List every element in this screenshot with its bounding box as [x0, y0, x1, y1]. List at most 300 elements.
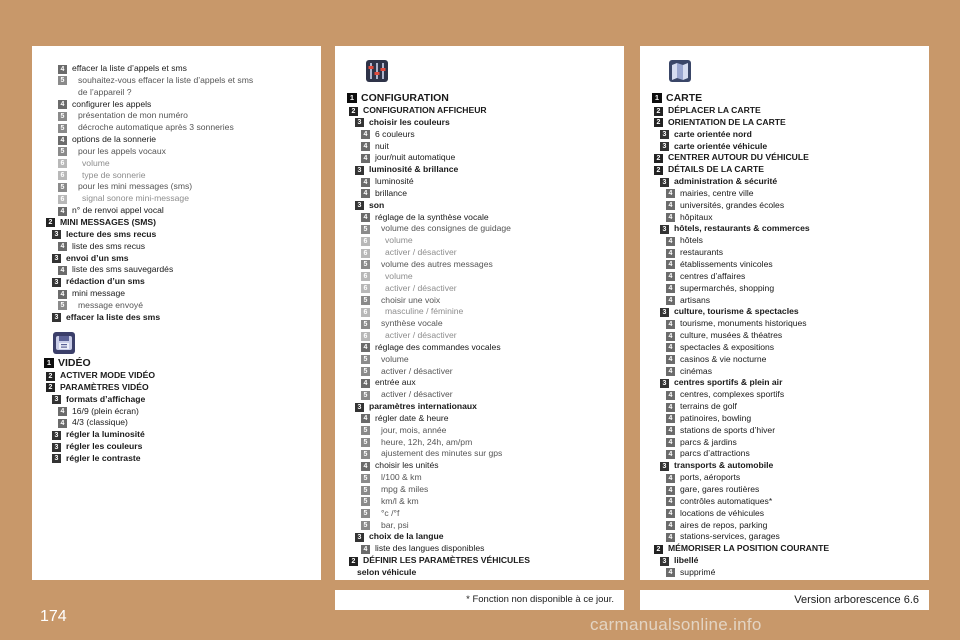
level-5-badge: 5 [361, 391, 370, 400]
menu-item-level-5 [335, 437, 624, 449]
menu-item-level-2 [640, 164, 929, 176]
menu-item-level-3 [640, 141, 929, 153]
level-5-badge: 5 [58, 76, 67, 85]
menu-item-level-5 [335, 354, 624, 366]
menu-item-label: régler la luminosité [66, 429, 145, 440]
menu-item-level-4 [640, 283, 929, 295]
menu-item-label: pour les mini messages (sms) [78, 181, 193, 192]
menu-item-level-4 [32, 63, 321, 75]
menu-item-level-4 [640, 188, 929, 200]
menu-item-level-4 [640, 413, 929, 425]
level-5-badge: 5 [361, 474, 370, 483]
watermark: carmanualsonline.info [590, 615, 762, 634]
menu-item-label: casinos & vie nocturne [680, 353, 767, 364]
menu-item-level-3 [640, 377, 929, 389]
menu-item-level-3 [32, 394, 321, 406]
menu-item-level-4 [32, 99, 321, 111]
menu-item-level-2 [640, 117, 929, 129]
level-2-badge: 2 [349, 107, 358, 116]
level-6-badge: 6 [58, 171, 67, 180]
menu-item-level-2 [335, 105, 624, 117]
menu-item-level-2 [32, 370, 321, 382]
level-4-badge: 4 [58, 136, 67, 145]
menu-item-label: stations-services, garages [680, 531, 780, 542]
level-3-badge: 3 [355, 201, 364, 210]
menu-item-label: choisir les unités [375, 460, 439, 471]
menu-item-label: ports, aéroports [680, 472, 741, 483]
menu-item-level-5 [335, 259, 624, 271]
menu-item-level-4 [32, 264, 321, 276]
menu-item-label: PARAMÈTRES VIDÉO [60, 381, 149, 392]
level-2-badge: 2 [654, 545, 663, 554]
menu-item-level-4 [640, 437, 929, 449]
level-4-badge: 4 [361, 414, 370, 423]
level-4-badge: 4 [666, 533, 675, 542]
menu-item-level-3 [32, 441, 321, 453]
level-4-badge: 4 [666, 367, 675, 376]
menu-item-label: supprimé [680, 566, 716, 577]
menu-item-label: volume [82, 157, 110, 168]
menu-item-label: MINI MESSAGES (SMS) [60, 216, 156, 227]
menu-item-level-5 [335, 496, 624, 508]
menu-item-label: luminosité & brillance [369, 164, 459, 175]
menu-item-level-5 [335, 223, 624, 235]
menu-item-label: réglage des commandes vocales [375, 341, 501, 352]
menu-item-label: formats d’affichage [66, 393, 146, 404]
level-5-badge: 5 [361, 296, 370, 305]
level-4-badge: 4 [666, 260, 675, 269]
menu-item-level-4 [640, 318, 929, 330]
menu-item-label: libellé [674, 555, 699, 566]
menu-item-level-5 [335, 448, 624, 460]
menu-item-level-1 [335, 92, 624, 105]
menu-item-label: effacer la liste d’appels et sms [72, 63, 187, 73]
menu-item-level-5 [335, 472, 624, 484]
menu-item-level-5 [32, 181, 321, 193]
level-3-badge: 3 [52, 454, 61, 463]
menu-item-level-4 [640, 330, 929, 342]
level-4-badge: 4 [666, 568, 675, 577]
menu-item-label: 16/9 (plein écran) [72, 405, 139, 416]
menu-item-label: choix de la langue [369, 531, 444, 542]
menu-item-level-2 [32, 217, 321, 229]
menu-item-level-1 [640, 92, 929, 105]
level-4-badge: 4 [666, 213, 675, 222]
level-6-badge: 6 [361, 308, 370, 317]
menu-item-level-4 [640, 472, 929, 484]
level-4-badge: 4 [361, 545, 370, 554]
level-5-badge: 5 [58, 147, 67, 156]
menu-item-label: transports & automobile [674, 460, 774, 471]
menu-item-label: décroche automatique après 3 sonneries [78, 122, 234, 133]
menu-item-label: liste des sms sauvegardés [72, 264, 174, 275]
menu-item-label: liste des langues disponibles [375, 543, 485, 554]
menu-item-level-3 [335, 117, 624, 129]
menu-item-level-3 [32, 229, 321, 241]
menu-item-level-3 [32, 312, 321, 324]
menu-item-level-3 [335, 531, 624, 543]
level-4-badge: 4 [666, 237, 675, 246]
menu-item-level-6 [32, 193, 321, 205]
menu-item-label: établissements vinicoles [680, 258, 773, 269]
level-2-badge: 2 [349, 557, 358, 566]
menu-item-level-5 [32, 110, 321, 122]
menu-item-label: signal sonore mini-message [82, 193, 189, 204]
level-4-badge: 4 [666, 426, 675, 435]
menu-item-level-4 [640, 508, 929, 520]
menu-item-label: configurer les appels [72, 98, 152, 109]
menu-item-label: DÉFINIR LES PARAMÈTRES VÉHICULES [363, 555, 530, 566]
level-4-badge: 4 [666, 521, 675, 530]
menu-item-label: présentation de mon numéro [78, 110, 188, 121]
menu-item-level-2 [640, 543, 929, 555]
menu-item-label: n° de renvoi appel vocal [72, 205, 164, 216]
level-4-badge: 4 [666, 391, 675, 400]
level-4-badge: 4 [361, 142, 370, 151]
level-4-badge: 4 [666, 414, 675, 423]
menu-item-label: heure, 12h, 24h, am/pm [381, 436, 473, 447]
menu-item-level-3 [640, 223, 929, 235]
menu-item-label: options de la sonnerie [72, 134, 157, 145]
menu-item-level-3 [335, 200, 624, 212]
menu-item-label: paramètres internationaux [369, 401, 477, 412]
level-4-badge: 4 [666, 272, 675, 281]
menu-item-label: centres d’affaires [680, 270, 746, 281]
menu-item-level-4 [335, 543, 624, 555]
video-folder-icon [53, 332, 75, 354]
menu-item-label: activer / désactiver [381, 365, 453, 376]
level-5-badge: 5 [361, 367, 370, 376]
menu-item-label: type de sonnerie [82, 169, 146, 180]
menu-item-label: 4/3 (classique) [72, 417, 128, 428]
level-4-badge: 4 [666, 438, 675, 447]
menu-item-label: terrains de golf [680, 401, 737, 412]
menu-item-label: jour/nuit automatique [375, 152, 456, 163]
level-4-badge: 4 [666, 332, 675, 341]
menu-item-label: spectacles & expositions [680, 341, 775, 352]
level-5-badge: 5 [361, 486, 370, 495]
menu-item-level-2 [640, 152, 929, 164]
level-6-badge: 6 [58, 159, 67, 168]
menu-item-label: synthèse vocale [381, 318, 443, 329]
level-3-badge: 3 [660, 178, 669, 187]
level-3-badge: 3 [52, 254, 61, 263]
menu-item-label: culture, tourisme & spectacles [674, 306, 799, 317]
menu-item-label: l/100 & km [381, 472, 422, 483]
menu-item-level-4 [335, 129, 624, 141]
menu-item-label: locations de véhicules [680, 507, 765, 518]
level-4-badge: 4 [666, 201, 675, 210]
map-book-icon [669, 60, 691, 82]
level-4-badge: 4 [361, 130, 370, 139]
menu-item-level-4 [640, 531, 929, 543]
settings-sliders-icon [366, 60, 388, 82]
level-4-badge: 4 [666, 450, 675, 459]
level-4-badge: 4 [361, 154, 370, 163]
menu-item-label: mairies, centre ville [680, 187, 754, 198]
level-3-badge: 3 [660, 557, 669, 566]
level-4-badge: 4 [58, 65, 67, 74]
menu-item-level-4 [640, 247, 929, 259]
menu-item-label: pour les appels vocaux [78, 145, 166, 156]
menu-item-label: DÉPLACER LA CARTE [668, 105, 761, 115]
level-3-badge: 3 [660, 130, 669, 139]
level-4-badge: 4 [666, 486, 675, 495]
menu-item-label: parcs d’attractions [680, 448, 750, 459]
level-4-badge: 4 [361, 379, 370, 388]
level-5-badge: 5 [361, 438, 370, 447]
menu-item-level-5 [32, 122, 321, 134]
level-4-badge: 4 [666, 284, 675, 293]
level-4-badge: 4 [666, 249, 675, 258]
menu-item-level-5 [335, 508, 624, 520]
level-4-badge: 4 [361, 189, 370, 198]
menu-item-level-4 [640, 295, 929, 307]
menu-item-label: °c /°f [381, 507, 400, 518]
level-3-badge: 3 [355, 166, 364, 175]
menu-item-label: message envoyé [78, 299, 143, 310]
menu-item-level-5 [335, 295, 624, 307]
level-4-badge: 4 [58, 100, 67, 109]
level-4-badge: 4 [666, 403, 675, 412]
level-4-badge: 4 [666, 497, 675, 506]
menu-item-level-5 [335, 425, 624, 437]
menu-item-label: entrée aux [375, 377, 416, 388]
menu-item-level-3 [640, 555, 929, 567]
level-4-badge: 4 [361, 178, 370, 187]
level-5-badge: 5 [361, 497, 370, 506]
menu-item-level-5 [335, 389, 624, 401]
level-4-badge: 4 [58, 207, 67, 216]
menu-item-level-6 [335, 247, 624, 259]
menu-item-label: hôpitaux [680, 211, 713, 222]
version-bar [640, 590, 929, 610]
menu-item-level-4 [32, 406, 321, 418]
menu-item-level-4 [640, 212, 929, 224]
level-4-badge: 4 [58, 419, 67, 428]
level-1-badge: 1 [347, 93, 357, 103]
menu-item-level-3 [335, 164, 624, 176]
menu-item-label: stations de sports d’hiver [680, 424, 776, 435]
level-3-badge: 3 [355, 403, 364, 412]
menu-item-level-3 [640, 129, 929, 141]
level-2-badge: 2 [654, 107, 663, 116]
menu-tree-video [32, 357, 321, 465]
menu-item-label: aires de repos, parking [680, 519, 768, 530]
menu-item-label: choisir les couleurs [369, 116, 450, 127]
menu-item-label: nuit [375, 140, 389, 151]
menu-item-label: supermarchés, shopping [680, 282, 775, 293]
menu-item-level-4 [335, 152, 624, 164]
menu-item-label: contrôles automatiques* [680, 495, 773, 506]
menu-item-label: activer / désactiver [385, 247, 457, 258]
level-3-badge: 3 [52, 278, 61, 287]
menu-item-level-4 [640, 235, 929, 247]
level-2-badge: 2 [46, 218, 55, 227]
menu-item-label: VIDÉO [58, 357, 91, 369]
menu-item-level-4 [640, 448, 929, 460]
level-4-badge: 4 [666, 189, 675, 198]
menu-item-label: carte orientée nord [674, 128, 752, 139]
version-label: Version arborescence 6.6 [794, 594, 919, 606]
menu-item-label: tourisme, monuments historiques [680, 318, 807, 329]
level-3-badge: 3 [660, 308, 669, 317]
footnote-text: * Fonction non disponible à ce jour. [466, 594, 614, 605]
menu-item-level-4 [640, 366, 929, 378]
level-5-badge: 5 [361, 260, 370, 269]
level-4-badge: 4 [361, 213, 370, 222]
level-4-badge: 4 [666, 474, 675, 483]
menu-item-level-6 [32, 170, 321, 182]
menu-item-label: CONFIGURATION [361, 92, 449, 104]
menu-item-level-4 [32, 134, 321, 146]
level-3-badge: 3 [355, 533, 364, 542]
menu-item-level-5 [335, 520, 624, 532]
page-number: 174 [40, 608, 67, 625]
menu-item-label: parcs & jardins [680, 436, 737, 447]
level-6-badge: 6 [361, 272, 370, 281]
level-3-badge: 3 [52, 443, 61, 452]
menu-item-label: centres, complexes sportifs [680, 389, 785, 400]
menu-item-level-5 [335, 484, 624, 496]
menu-item-level-4 [640, 496, 929, 508]
menu-tree-carte [640, 92, 929, 579]
menu-panel-phone-video [32, 46, 321, 580]
menu-item-level-4 [335, 176, 624, 188]
menu-item-level-4 [335, 342, 624, 354]
menu-tree-phone [32, 63, 321, 324]
menu-item-label: centres sportifs & plein air [674, 377, 783, 388]
menu-item-label: restaurants [680, 247, 723, 258]
menu-item-label: effacer la liste des sms [66, 311, 161, 322]
menu-item-label: souhaitez-vous effacer la liste d’appels et sms [78, 74, 254, 85]
level-5-badge: 5 [361, 355, 370, 364]
menu-item-label: km/l & km [381, 495, 419, 506]
menu-item-level-4 [640, 520, 929, 532]
level-6-badge: 6 [361, 284, 370, 293]
menu-item-label: ajustement des minutes sur gps [381, 448, 503, 459]
menu-item-label: artisans [680, 294, 711, 305]
menu-item-label: choisir une voix [381, 294, 441, 305]
menu-item-level-4 [640, 271, 929, 283]
menu-item-level-6 [335, 330, 624, 342]
menu-item-level-3 [640, 176, 929, 188]
level-4-badge: 4 [666, 509, 675, 518]
menu-item-label: bar, psi [381, 519, 409, 530]
menu-item-level-4 [640, 567, 929, 579]
menu-item-level-3 [32, 253, 321, 265]
menu-item-level-4 [32, 417, 321, 429]
menu-item-label: selon véhicule [357, 566, 417, 577]
level-5-badge: 5 [361, 509, 370, 518]
menu-item-label: CARTE [666, 92, 703, 104]
menu-item-level-3 [640, 460, 929, 472]
menu-item-label: 6 couleurs [375, 128, 415, 139]
menu-item-level-5 [335, 366, 624, 378]
menu-item-label: activer / désactiver [381, 389, 453, 400]
menu-item-level-3 [32, 276, 321, 288]
menu-item-label: activer / désactiver [385, 330, 457, 341]
level-4-badge: 4 [58, 407, 67, 416]
menu-item-label: volume des consignes de guidage [381, 223, 511, 234]
menu-item-label: volume [385, 270, 413, 281]
level-5-badge: 5 [361, 426, 370, 435]
menu-item-level-4 [640, 401, 929, 413]
menu-item-level-4 [32, 241, 321, 253]
menu-item-label: de l’appareil ? [78, 86, 132, 97]
menu-item-label: patinoires, bowling [680, 412, 752, 423]
level-4-badge: 4 [666, 320, 675, 329]
menu-item-label: administration & sécurité [674, 176, 778, 187]
menu-item-label: volume [381, 353, 409, 364]
level-3-badge: 3 [355, 118, 364, 127]
menu-item-label: volume des autres messages [381, 258, 493, 269]
menu-item-label: universités, grandes écoles [680, 199, 785, 210]
level-5-badge: 5 [58, 301, 67, 310]
level-4-badge: 4 [58, 242, 67, 251]
menu-item-level-4 [32, 288, 321, 300]
level-4-badge: 4 [58, 266, 67, 275]
menu-item-label: cinémas [680, 365, 712, 376]
menu-item-label: mini message [72, 288, 126, 299]
menu-item-level-6 [335, 306, 624, 318]
level-3-badge: 3 [52, 230, 61, 239]
menu-item-level-4 [640, 259, 929, 271]
menu-item-level-4 [335, 460, 624, 472]
footnote-bar [335, 590, 624, 610]
menu-item-level-6 [335, 235, 624, 247]
menu-tree-configuration [335, 92, 624, 579]
menu-item-label: gare, gares routières [680, 484, 760, 494]
menu-item-label: régler le contraste [66, 452, 141, 463]
menu-item-label: CENTRER AUTOUR DU VÉHICULE [668, 152, 809, 163]
level-6-badge: 6 [361, 249, 370, 258]
menu-item-label: régler date & heure [375, 412, 449, 423]
menu-item-label: luminosité [375, 176, 414, 187]
menu-item-label: rédaction d’un sms [66, 276, 145, 287]
menu-item-label: lecture des sms recus [66, 228, 157, 239]
level-3-badge: 3 [660, 225, 669, 234]
menu-item-level-4 [335, 212, 624, 224]
level-1-badge: 1 [652, 93, 662, 103]
menu-item-level-3 [335, 401, 624, 413]
menu-item-level-4 [640, 342, 929, 354]
level-6-badge: 6 [361, 237, 370, 246]
level-5-badge: 5 [58, 183, 67, 192]
menu-item-label: hôtels [680, 235, 703, 246]
level-5-badge: 5 [361, 225, 370, 234]
menu-item-level-3 [32, 453, 321, 465]
menu-item-level-5 [32, 300, 321, 312]
level-5-badge: 5 [58, 112, 67, 121]
level-6-badge: 6 [361, 332, 370, 341]
menu-item-level-4 [32, 205, 321, 217]
menu-item-label: jour, mois, année [381, 424, 447, 435]
level-5-badge: 5 [58, 124, 67, 133]
menu-item-label: DÉTAILS DE LA CARTE [668, 164, 764, 175]
menu-item-label: ORIENTATION DE LA CARTE [668, 116, 786, 127]
menu-item-label: masculine / féminine [385, 306, 464, 317]
menu-item-label: MÉMORISER LA POSITION COURANTE [668, 543, 830, 554]
menu-item-label: hôtels, restaurants & commerces [674, 223, 810, 234]
menu-item-level-4 [335, 413, 624, 425]
level-6-badge: 6 [58, 195, 67, 204]
menu-item-level-cont [335, 567, 624, 579]
menu-item-level-2 [32, 382, 321, 394]
menu-item-label: activer / désactiver [385, 282, 457, 293]
menu-item-label: régler les couleurs [66, 441, 143, 452]
level-4-badge: 4 [58, 290, 67, 299]
